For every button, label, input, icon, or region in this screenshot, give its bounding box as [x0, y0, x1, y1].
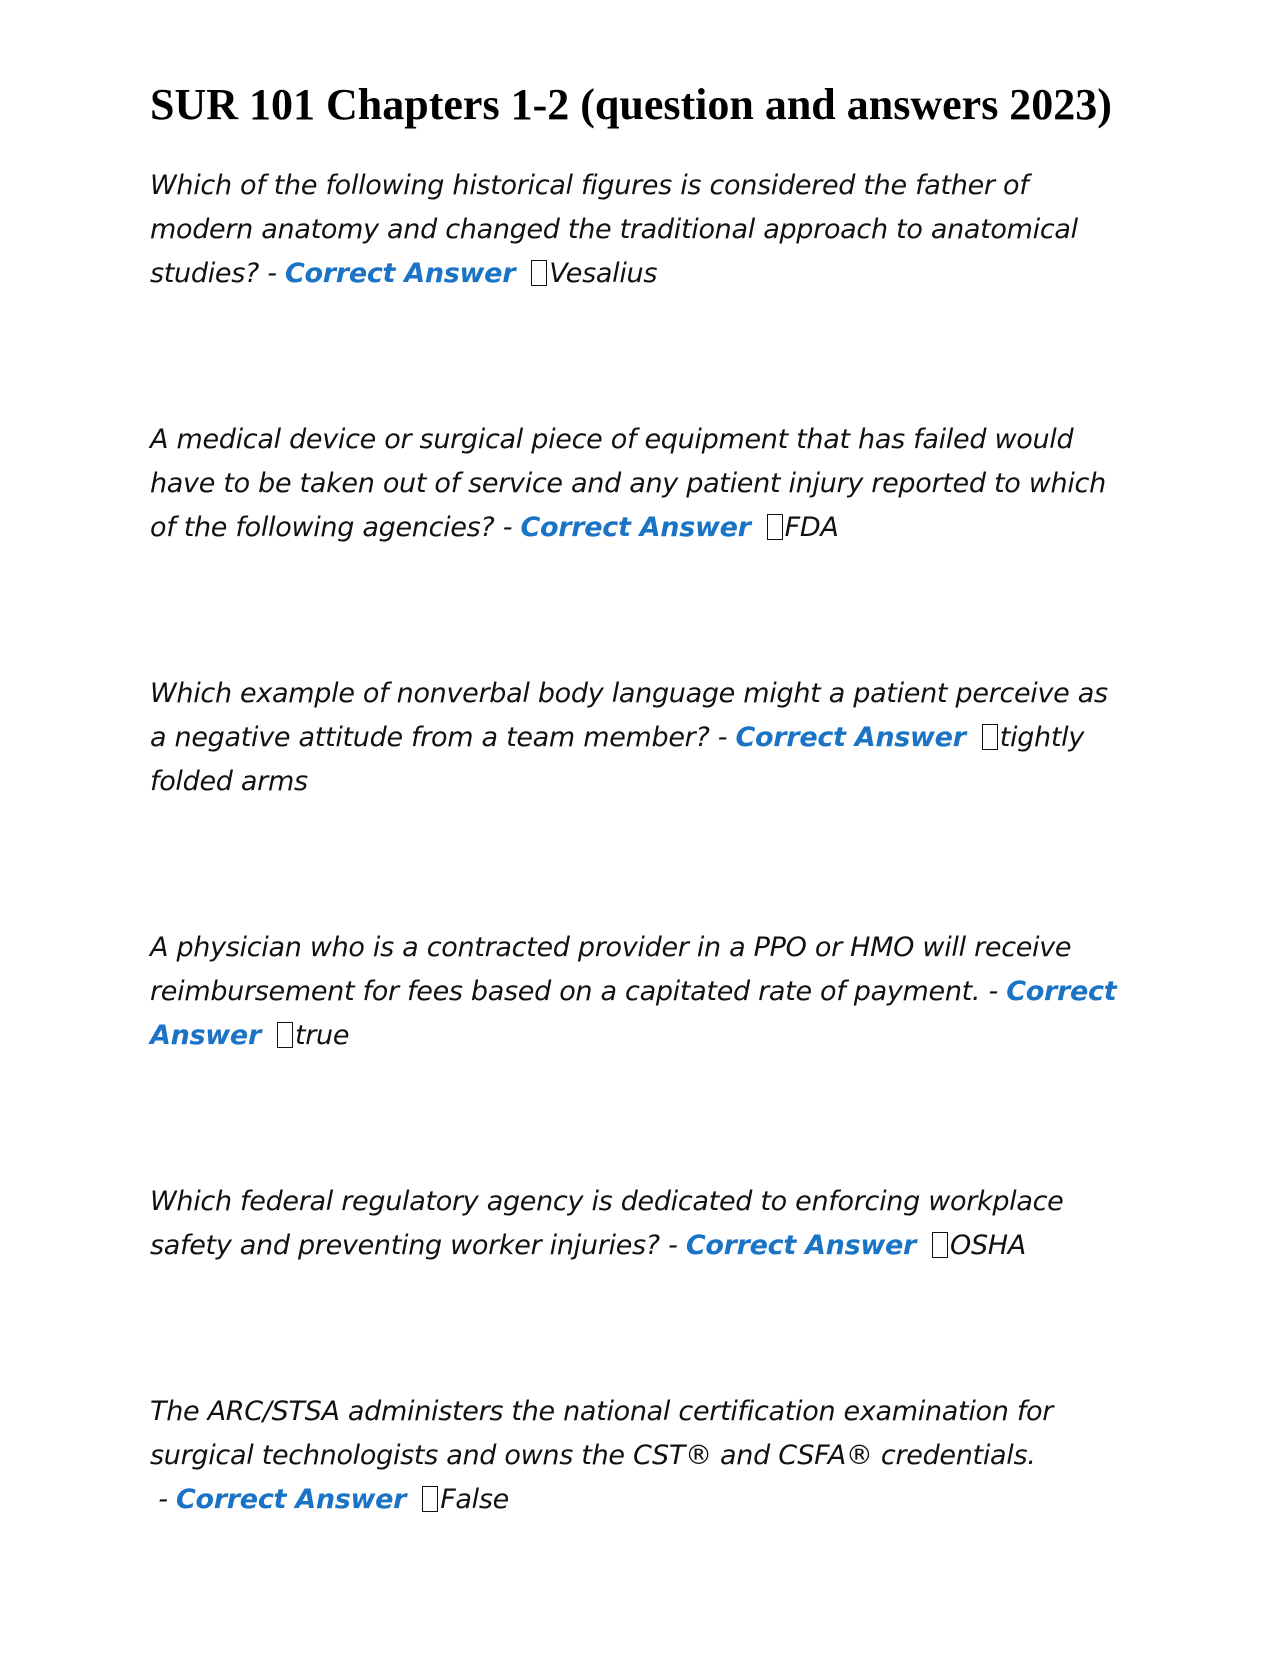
correct-answer-label: Correct Answer — [150, 976, 1117, 1051]
answer-text: tightly folded arms — [150, 722, 1085, 797]
separator: - — [659, 1230, 686, 1261]
qa-item-6 — [150, 1390, 1130, 1522]
answer-box-icon — [767, 514, 783, 540]
question-text: A medical device or surgical piece of equipment that has failed would have to be taken out of service and any patient injury reported to which of the following agencies? — [150, 424, 1106, 543]
correct-answer-label: Correct Answer — [735, 722, 966, 753]
correct-answer-label: Correct Answer — [685, 1230, 917, 1261]
separator: - — [980, 976, 1007, 1007]
question-text: Which of the following historical figures is considered the father of modern anatomy and changed the traditional approach to anatomical studies? — [150, 170, 1078, 289]
answer-text: FDA — [784, 512, 839, 543]
question-text: A physician who is a contracted provider in a PPO or HMO will receive reimbursement for fees based on a capitated rate of payment. — [150, 932, 1072, 1007]
answer-box-icon — [422, 1486, 438, 1512]
document-page — [150, 76, 1130, 1644]
separator: - — [709, 722, 736, 753]
answer-box-icon — [932, 1232, 948, 1258]
qa-item-1 — [150, 164, 1130, 296]
qa-item-2 — [150, 418, 1130, 550]
question-text: The ARC/STSA administers the national certification examination for surgical technologists and owns the CST® and CSFA® credentials. — [150, 1396, 1054, 1471]
separator: - — [150, 1484, 177, 1515]
question-text: Which example of nonverbal body language might a patient perceive as a negative attitude from a team member? — [150, 678, 1108, 753]
answer-text: OSHA — [950, 1230, 1026, 1261]
qa-item-3 — [150, 672, 1130, 804]
qa-item-4 — [150, 926, 1130, 1058]
correct-answer-label: Correct Answer — [520, 512, 751, 543]
document-title: SUR 101 Chapters 1-2 (question and answers 2023) — [150, 80, 1112, 129]
separator: - — [494, 512, 521, 543]
answer-text: False — [440, 1484, 509, 1515]
answer-box-icon — [277, 1022, 293, 1048]
separator: - — [259, 258, 286, 289]
question-text: Which federal regulatory agency is dedicated to enforcing workplace safety and preventing worker injuries? — [150, 1186, 1064, 1261]
answer-box-icon — [982, 724, 998, 750]
qa-item-5 — [150, 1180, 1130, 1268]
answer-text: true — [294, 1020, 350, 1051]
correct-answer-label: Correct Answer — [285, 258, 516, 289]
answer-text: Vesalius — [549, 258, 658, 289]
correct-answer-label: Correct Answer — [176, 1484, 407, 1515]
answer-box-icon — [531, 260, 547, 286]
